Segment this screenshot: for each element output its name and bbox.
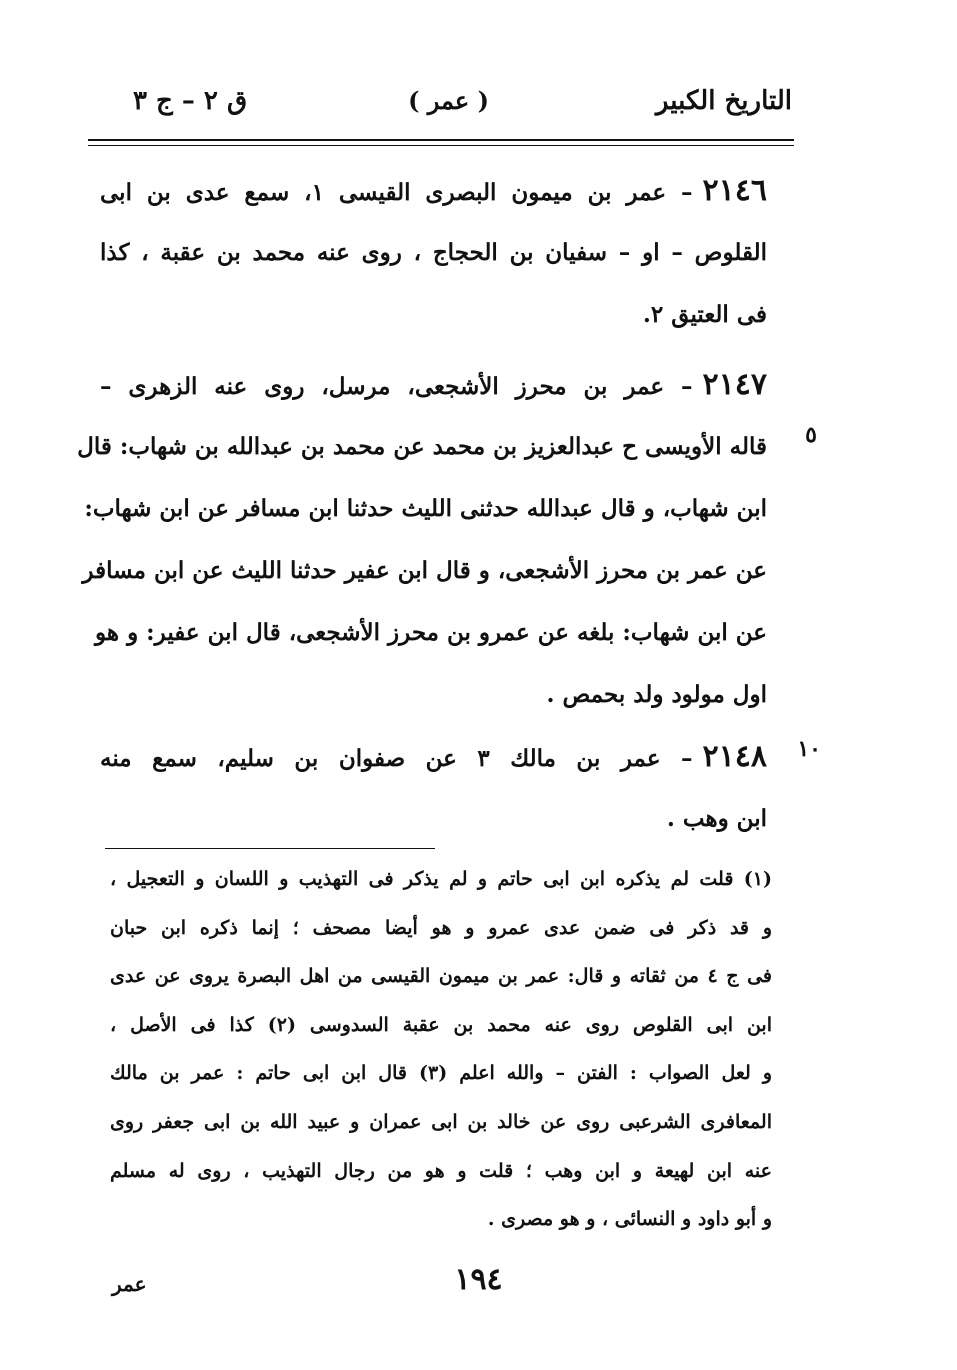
line-text: عن ابن شهاب: بلغه عن عمرو بن محرز الأشجعى، قال ابن عفير: و هو — [95, 619, 767, 646]
line-text: – عمر بن ميمون البصرى القيسى ١، سمع عدى بن ابى — [100, 179, 693, 206]
footnote-line: و قد ذكر فى ضمن عدى عمرو و هو أيضا مصحف ؛ إنما ذكره ابن حبان — [110, 916, 772, 939]
text-line — [100, 726, 767, 788]
volume-reference: ق ٢ – ج ٣ — [133, 86, 248, 116]
text-line — [95, 602, 767, 664]
text-line — [100, 160, 767, 222]
line-text: – عمر بن محرز الأشجعى، مرسل، روى عنه الزهرى – — [100, 373, 693, 400]
line-text: اول مولود ولد بحمص . — [546, 681, 767, 708]
line-text: فى العتيق ٢. — [642, 301, 767, 328]
section-title: ( عمر ) — [408, 86, 489, 115]
entry-number: ٢١٤٦ — [702, 173, 767, 208]
margin-line-number-5: ٥ — [805, 422, 817, 448]
running-title: التاريخ الكبير — [655, 86, 792, 116]
page-number: ١٩٤ — [454, 1262, 503, 1297]
main-text — [77, 160, 767, 850]
text-line — [100, 284, 767, 346]
line-text: ابن شهاب، و قال عبدالله حدثنى الليث حدثنا ابن مسافر عن ابن شهاب: — [84, 495, 767, 522]
line-text: قاله الأويسى ح عبدالعزيز بن محمد عن محمد بن عبدالله بن شهاب: قال — [77, 433, 767, 460]
footnote-line: و لعل الصواب : الفتن – والله اعلم (٣) قال ابن ابى حاتم : عمر بن مالك — [110, 1062, 772, 1085]
footnote-rule — [105, 848, 435, 849]
text-line — [84, 478, 767, 540]
text-line — [100, 788, 767, 850]
text-line — [77, 416, 767, 478]
line-text: ابن وهب . — [666, 805, 767, 832]
footnote-line: المعافرى الشرعبى روى عن خالد بن ابى عمران و عبيد الله بن ابى جعفر روى — [110, 1110, 772, 1133]
margin-line-number-10: ١٠ — [797, 736, 821, 762]
text-line — [100, 664, 767, 726]
line-text: – عمر بن مالك ٣ عن صفوان بن سليم، سمع منه — [100, 745, 693, 772]
footnote-line: و أبو داود و النسائى ، و هو مصرى . — [487, 1208, 772, 1231]
header-rule-thick — [88, 139, 794, 141]
footnotes — [110, 855, 772, 1244]
catchword: عمر — [112, 1272, 147, 1296]
header-rule-thin — [88, 145, 794, 146]
line-text: عن عمر بن محرز الأشجعى، و قال ابن عفير حدثنا الليث عن ابن مسافر — [82, 557, 767, 584]
footnote-line: عنه ابن لهيعة و ابن وهب ؛ قلت و هو من رجال التهذيب ، روى له مسلم — [110, 1159, 772, 1182]
line-text: القلوص – او – سفيان بن الحجاج ، روى عنه محمد بن عقبة ، كذا — [100, 239, 767, 266]
text-line — [100, 222, 767, 284]
text-line — [82, 540, 767, 602]
footnote-line: ابن ابى القلوص روى عنه محمد بن عقبة السدوسى (٢) كذا فى الأصل ، — [110, 1013, 772, 1036]
page-header — [105, 86, 792, 122]
entry-number: ٢١٤٧ — [702, 367, 767, 402]
footnote-line: (١) قلت لم يذكره ابن ابى حاتم و لم يذكر فى التهذيب و اللسان و التعجيل ، — [110, 868, 772, 890]
entry-number: ٢١٤٨ — [702, 739, 767, 774]
footnote-line: فى ج ٤ من ثقاته و قال: عمر بن ميمون القيسى من اهل البصرة يروى عن عدى — [110, 965, 772, 988]
text-line — [100, 354, 767, 416]
